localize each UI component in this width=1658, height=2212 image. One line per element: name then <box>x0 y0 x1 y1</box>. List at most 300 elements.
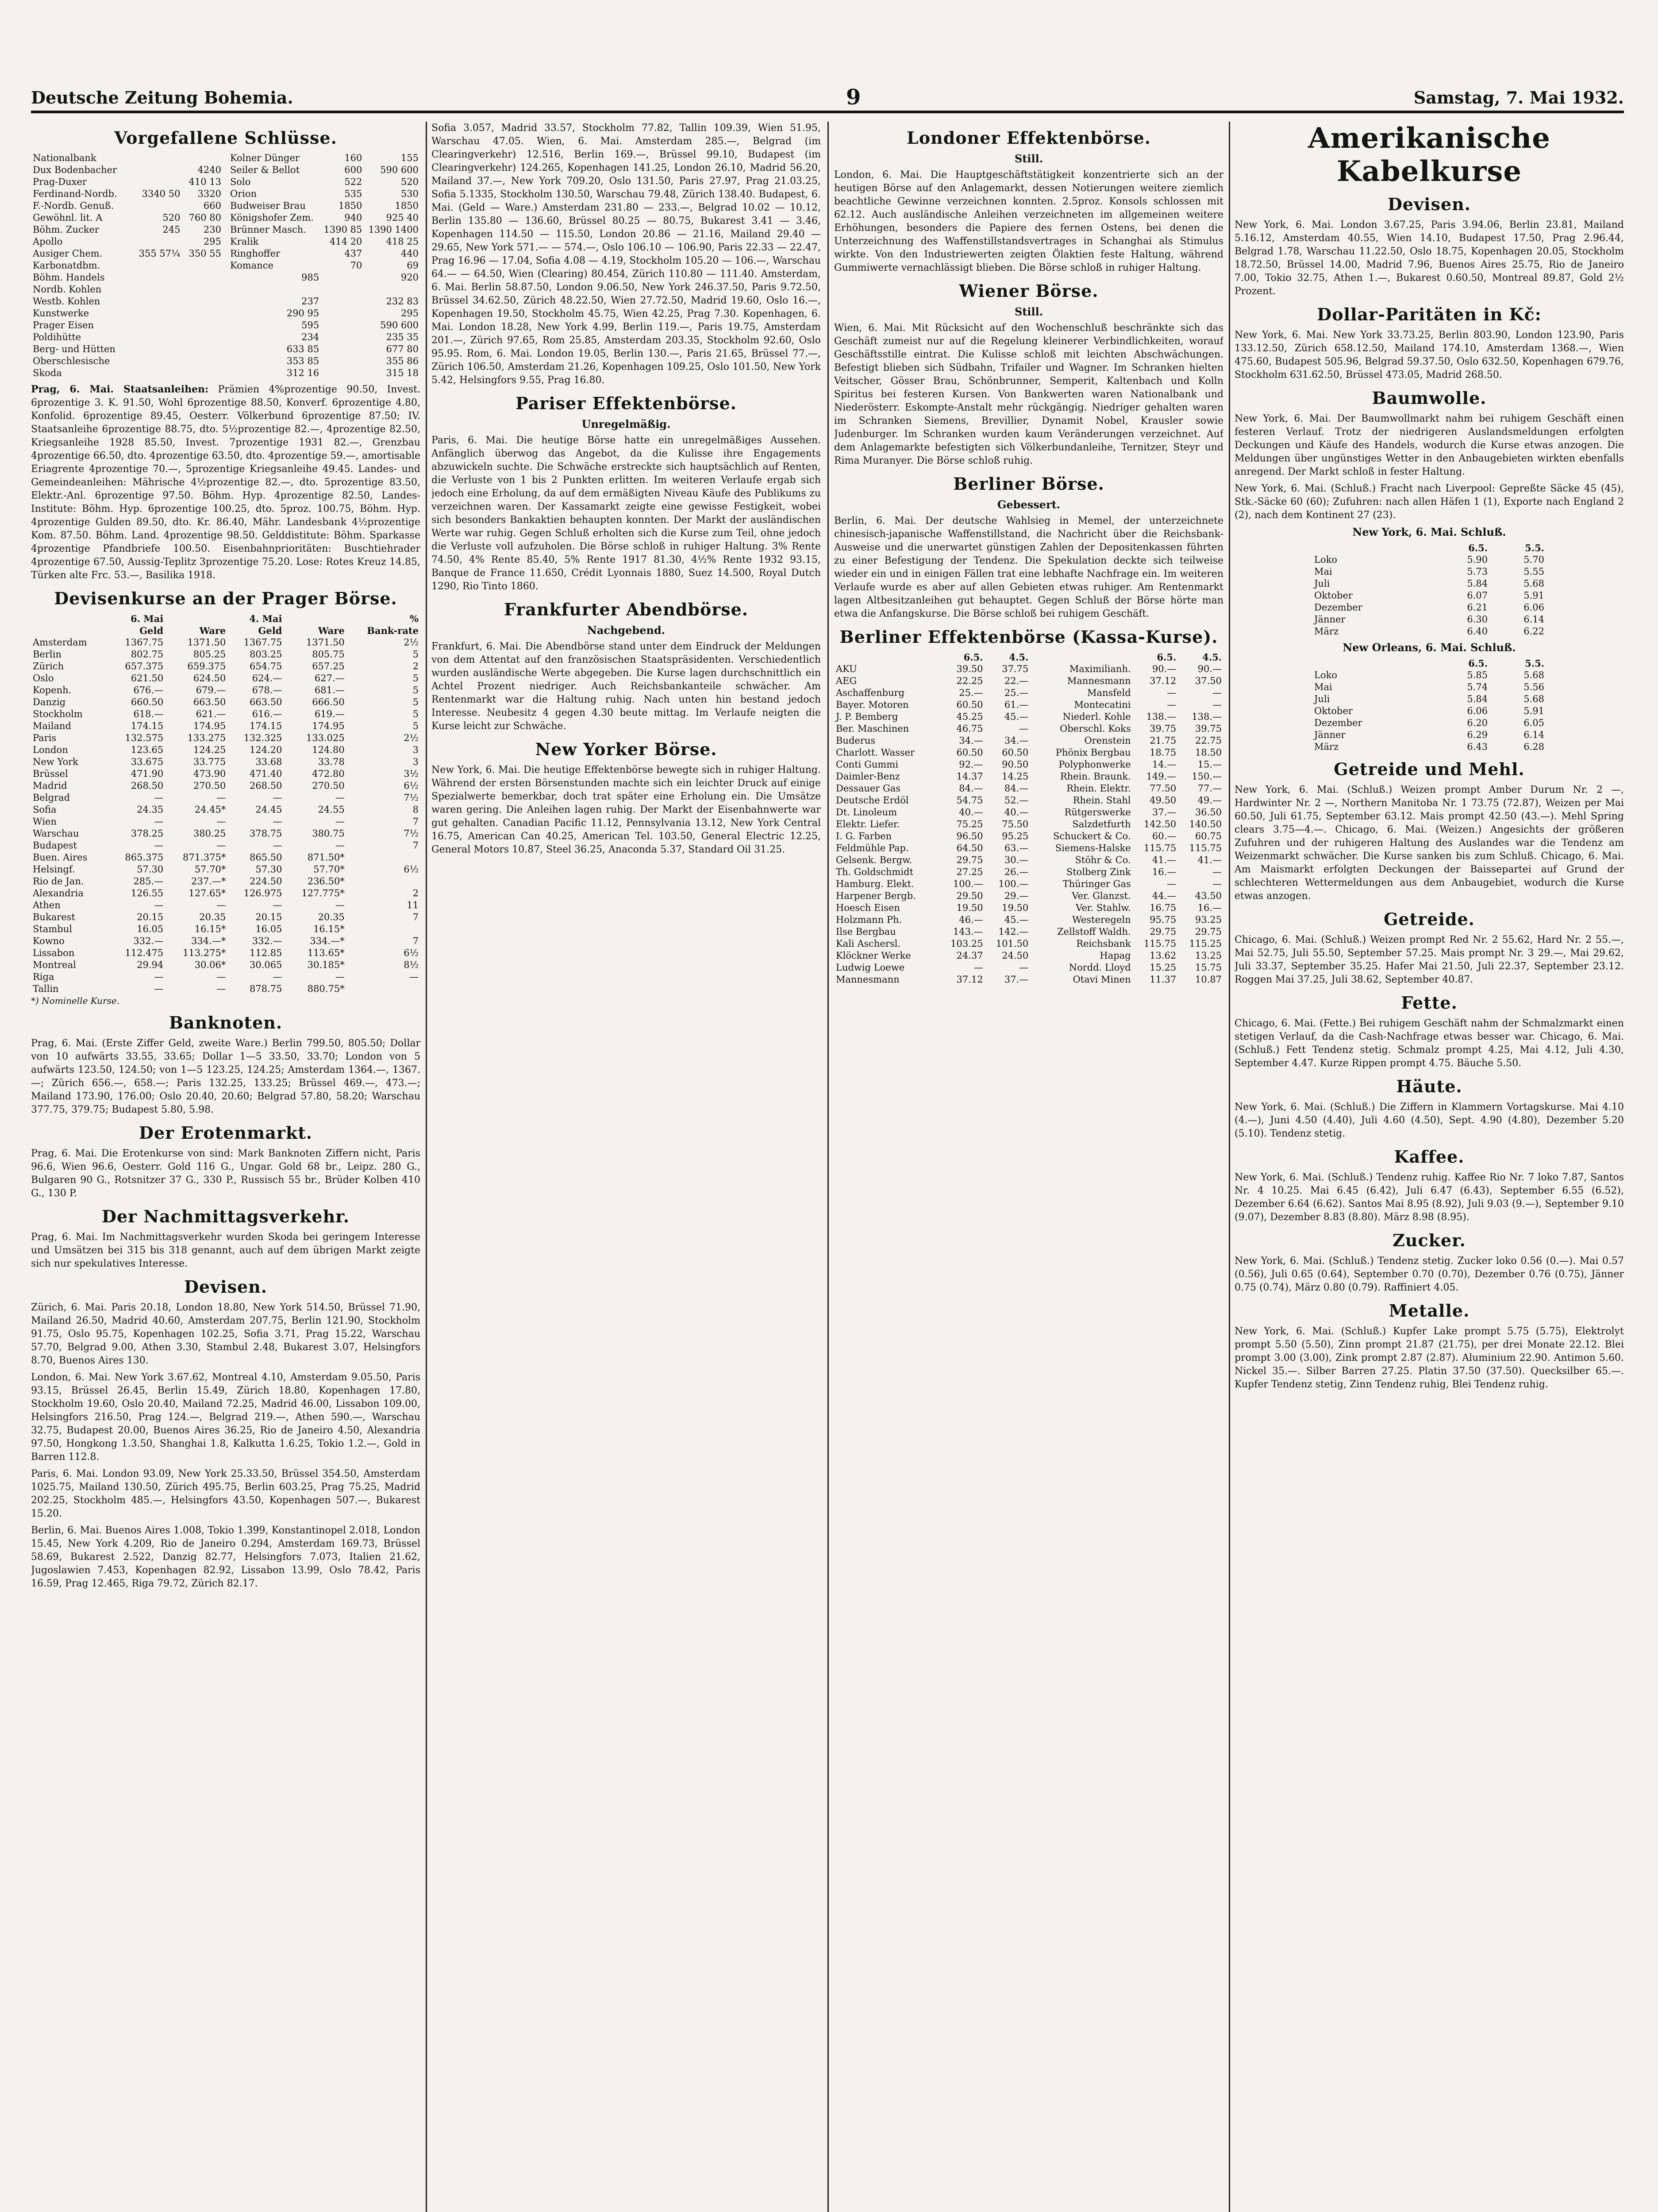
row-label: Wien <box>33 816 57 827</box>
table-row <box>31 637 420 649</box>
table-header-row <box>31 613 420 625</box>
cell-value: 5.90 <box>1467 554 1488 565</box>
cell-value: 232 83 <box>386 296 419 307</box>
cell-value: 24.55 <box>318 804 345 815</box>
devisen-prag-heading: Devisenkurse an der Prager Börse. <box>54 588 397 608</box>
row-label: Böhm. Zucker <box>33 224 99 235</box>
row-label: Montreal <box>33 960 76 970</box>
cell-value: Rhein. Elektr. <box>1066 783 1131 794</box>
row-label: Dezember <box>1314 718 1362 728</box>
cell-value: 5 <box>412 697 419 707</box>
row-label: Böhm. Handels <box>33 272 105 283</box>
table-row <box>1312 614 1546 626</box>
cell-value: 30.06* <box>194 960 226 970</box>
cell-value: 5 <box>412 721 419 731</box>
cell-value: 230 <box>203 224 221 235</box>
banknoten-heading: Banknoten. <box>169 1013 283 1033</box>
devisen-zuerich-text: Zürich, 6. Mai. Paris 20.18, London 18.80, New York 514.50, Brüssel 71.90, Mailand 26.50, Madrid 40.60, Amsterdam 207.75, Berlin 121.90, Stockholm 91.75, Oslo 95.75, Kopenhagen 102.25, Sofia 3.71, Prag 15.22, Warschau 57.70, Belgrad 9.00, Athen 3.30, Stambul 2.48, Bukarest 3.07, Helsingfors 8.70, Buenos Aires 130. <box>31 1302 420 1366</box>
row-label: I. G. Farben <box>836 831 892 841</box>
cell-value: — <box>409 972 419 982</box>
row-label: Daimler-Benz <box>836 771 900 782</box>
cotton-ny-title: New York, 6. Mai. Schluß. <box>1352 526 1506 538</box>
devisen-london-text: London, 6. Mai. New York 3.67.62, Montreal 4.10, Amsterdam 9.05.50, Paris 93.15, Brüssel 26.45, Berlin 15.49, Zürich 18.80, Kopenhagen 17.80, Stockholm 19.60, Oslo 20.40, Mailand 72.25, Madrid 46.00, Lissabon 109.00, Helsingfors 216.50, Prag 124.—, Belgrad 219.—, Athen 590.—, Warschau 32.75, Budapest 20.00, Buenos Aires 36.25, Rio de Janeiro 4.50, Alexandria 97.50, Hongkong 1.3.50, Shanghai 1.8, Kalkutta 1.6.25, Tokio 1.2.—, Gold in Barren 112.8. <box>31 1372 420 1463</box>
cell-value: 13.25 <box>1195 950 1222 961</box>
cell-value: 666.50 <box>312 697 345 707</box>
cell-value: 654.75 <box>250 661 282 672</box>
cell-value: Zellstoff Waldh. <box>1057 926 1131 937</box>
cell-value: 5.85 <box>1467 670 1488 680</box>
cell-value: Oberschl. Koks <box>1060 723 1131 734</box>
row-label: Kali Aschersl. <box>836 938 901 949</box>
cell-value: Schuckert & Co. <box>1053 831 1131 841</box>
cell-value: 34.— <box>959 735 983 746</box>
cell-value: 33.78 <box>318 757 345 767</box>
cell-value: 7 <box>412 912 419 922</box>
cell-value: 126.55 <box>131 888 164 899</box>
cell-value: 124.20 <box>250 745 282 755</box>
cell-value: 36.50 <box>1195 807 1222 818</box>
table-row <box>31 887 420 899</box>
cell-value: 30.— <box>1004 855 1029 865</box>
table-row <box>31 780 420 792</box>
cell-value: 60.50 <box>956 699 983 710</box>
cell-value: 380.25 <box>193 828 226 839</box>
cell-value: 590 600 <box>380 320 419 330</box>
cell-value: Stöhr & Co. <box>1075 855 1131 865</box>
cell-value: 6.20 <box>1467 718 1488 728</box>
cell-value: 77.50 <box>1150 783 1177 794</box>
devisen-prag-table <box>31 613 420 995</box>
cell-value: 332.— <box>133 936 164 946</box>
table-row <box>834 806 1223 818</box>
table-row <box>834 842 1223 854</box>
cell-value: 24.45* <box>194 804 226 815</box>
row-label: Lissabon <box>33 948 75 958</box>
table-row <box>31 696 420 708</box>
fette-heading: Fette. <box>1401 993 1458 1013</box>
cell-value: Orenstein <box>1084 735 1131 746</box>
cell-value: — <box>154 816 164 827</box>
cell-value: Rhein. Braunk. <box>1060 771 1131 782</box>
row-label: Kunstwerke <box>33 308 89 319</box>
cell-value: — <box>273 816 282 827</box>
cell-value: — <box>154 840 164 851</box>
cotton-ny-table <box>1312 542 1546 637</box>
issue-date: Samstag, 7. Mai 1932. <box>1413 87 1624 108</box>
table-row <box>1312 705 1546 717</box>
schluesse-heading: Vorgefallene Schlüsse. <box>114 128 337 148</box>
schluesse-table-left <box>31 152 223 272</box>
table-row <box>834 866 1223 878</box>
row-label: Berg- und Hütten <box>33 344 115 354</box>
cell-value <box>321 284 420 296</box>
chicago-text: Chicago, 6. Mai. (Schluß.) Weizen prompt Red Nr. 2 55.62, Hard Nr. 2 55.—, Mai 52.75, Juli 55.50, September 57.25. Mais prompt Nr. 3 29.—, Mai 29.62, Juli 33.37, September 35.25. Hafer Mai 21.50, Juli 22.37, September 23.12. Roggen Mai 37.25, Juli 38.62, September 40.87. <box>1235 934 1624 985</box>
cell-value: 37.75 <box>1002 664 1029 674</box>
table-row <box>31 792 420 804</box>
cell-value: 30.185* <box>307 960 345 970</box>
cell-value: 1367.75 <box>243 637 282 648</box>
cell-value: Salzdetfurth <box>1072 819 1131 830</box>
cell-value: 6.5. <box>1157 652 1177 663</box>
erotenmarkt-text: Prag, 6. Mai. Die Erotenkurse von sind: Mark Banknoten Ziffern nicht, Paris 96.6, Wien 96.6, Oesterr. Gold 116 G., Ungar. Gold 68 br., Leipz. 280 G., Bulgaren 90 G., Rotsnitzer 37 G., 330 P., Russisch 55 br., Brüder Kolben 410 G., 130 P. <box>31 1148 420 1199</box>
table-row <box>31 307 420 319</box>
row-label: Budapest <box>33 840 77 851</box>
cell-value: 24.45 <box>255 804 282 815</box>
table-row <box>834 795 1223 806</box>
row-label: Conti Gummi <box>836 759 898 770</box>
cell-value: 2 <box>412 661 419 672</box>
cell-value: 760 80 <box>188 212 221 223</box>
cell-value: 100.— <box>953 879 983 889</box>
table-row <box>31 923 420 935</box>
cell-value: 84.— <box>1004 783 1029 794</box>
row-label: Hoesch Eisen <box>836 902 900 913</box>
berlin-heading: Berliner Börse. <box>953 474 1104 494</box>
cell-value: 140.50 <box>1189 819 1222 830</box>
cell-value: 43.50 <box>1195 891 1222 901</box>
row-label: Ber. Maschinen <box>836 723 909 734</box>
row-label: Gelsenk. Bergw. <box>836 855 912 865</box>
cell-value: 44.— <box>1152 891 1177 901</box>
row-label: Warschau <box>33 828 79 839</box>
cell-value: 16.— <box>1152 867 1177 877</box>
cell-value: 7 <box>412 840 419 851</box>
row-label <box>834 651 939 663</box>
row-label: Mai <box>1314 566 1332 577</box>
cell-value: 96.50 <box>956 831 983 841</box>
cell-value: 6.14 <box>1523 614 1544 625</box>
cell-value: 6.40 <box>1467 626 1488 637</box>
cell-value: — <box>273 972 282 982</box>
cell-value: — <box>154 900 164 910</box>
cell-value: 75.25 <box>956 819 983 830</box>
cell-value: 6½ <box>404 948 419 958</box>
table-row <box>1312 554 1546 566</box>
cell-value: — <box>216 972 226 982</box>
table-row <box>834 783 1223 795</box>
cell-value: 2½ <box>404 733 419 743</box>
cell-value: 123.65 <box>131 745 164 755</box>
cell-value: 61.— <box>1004 699 1029 710</box>
row-label: Juli <box>1314 694 1330 704</box>
cell-value: 410 13 <box>188 177 221 187</box>
table-row <box>31 947 420 959</box>
table-row <box>834 938 1223 950</box>
cell-value: 5 <box>412 709 419 719</box>
table-row <box>834 974 1223 986</box>
cell-value: 20.35 <box>199 912 226 922</box>
cell-value: 315 18 <box>386 368 419 378</box>
cell-value: 878.75 <box>250 983 282 994</box>
row-label: Ilse Bergbau <box>836 926 896 937</box>
table-row <box>31 649 420 661</box>
kabel-devisen-heading: Devisen. <box>1387 194 1471 214</box>
row-label: Hamburg. Elekt. <box>836 879 914 889</box>
table-row <box>1312 729 1546 741</box>
cell-value: 16.05 <box>137 924 164 934</box>
row-label: Berlin <box>33 649 62 660</box>
table-row <box>1312 578 1546 590</box>
table-row <box>31 732 420 744</box>
cell-value: 5.68 <box>1523 578 1544 589</box>
row-label: New York <box>33 757 78 767</box>
cell-value: 37.— <box>1152 807 1177 818</box>
liverpool-text: New York, 6. Mai. (Schluß.) Fracht nach Liverpool: Gepreßte Säcke 45 (45), Stk.-Säcke 60 (60); Zufuhren: nach allen Häfen 1 (1), Exporte nach England 2 (2), nach dem Kontinent 27 (23). <box>1235 483 1624 521</box>
cell-value: 19.50 <box>956 902 983 913</box>
cell-value: 133.025 <box>306 733 345 743</box>
row-label: Seiler & Bellot <box>230 165 300 175</box>
cell-value: 127.65* <box>188 888 226 899</box>
table-row <box>31 816 420 828</box>
cell-value: 5 <box>412 685 419 695</box>
cell-value: % <box>410 613 419 624</box>
cell-value: 115.25 <box>1189 938 1222 949</box>
cell-value: 24.37 <box>956 950 983 961</box>
cell-value: 6.06 <box>1523 602 1544 613</box>
cell-value: 5.56 <box>1523 682 1544 692</box>
row-label: Brüssel <box>33 768 68 779</box>
cell-value: 925 40 <box>386 212 419 223</box>
cell-value: 520 <box>162 212 181 223</box>
table-row <box>834 663 1223 675</box>
cell-value: Geld <box>258 625 282 636</box>
row-label: Mannesmann <box>836 974 900 985</box>
cell-value: 2 <box>412 888 419 899</box>
cell-value: 621.— <box>196 709 226 719</box>
cell-value: 34.— <box>1004 735 1029 746</box>
table-row <box>834 675 1223 687</box>
table-row <box>834 735 1223 747</box>
cell-value: Rhein. Stahl <box>1073 795 1131 806</box>
cell-value: 440 <box>400 248 419 259</box>
cell-value: 6.21 <box>1467 602 1488 613</box>
zucker-heading: Zucker. <box>1393 1230 1466 1250</box>
cell-value: 6. Mai <box>131 613 164 624</box>
row-label <box>1312 542 1433 554</box>
cell-value: 40.— <box>959 807 983 818</box>
row-label: Juli <box>1314 578 1330 589</box>
table-row <box>228 152 420 164</box>
row-label: Oktober <box>1314 590 1353 601</box>
cell-value: 14.25 <box>1002 771 1029 782</box>
cell-value: 5.5. <box>1525 658 1544 669</box>
newyork-text: New York, 6. Mai. Die heutige Effektenbörse bewegte sich in ruhiger Haltung. Während der ersten Börsenstunden machte sich ein leichter Druck auf einige Spezialwerte bemerkbar, doch trat später eine Erholung ein. Die Umsätze waren gering. Die Anleihen lagen ruhig. Der Markt der Eisenbahnwerte war gut gehalten. Canadian Pacific 11.12, Pennsylvania 13.12, New York Central 16.75, American Can 40.25, American Tel. 103.50, General Electric 12.25, General Motors 10.87, Steel 36.25, Anaconda 5.37, Standard Oil 31.25. <box>431 764 821 855</box>
cell-value: 378.75 <box>250 828 282 839</box>
cell-value: Westeregeln <box>1072 914 1131 925</box>
metalle-text: New York, 6. Mai. (Schluß.) Kupfer Lake prompt 5.75 (5.75), Elektrolyt prompt 5.50 (5.50), Zinn prompt 21.87 (21.75), per drei Monate 22.12. Blei prompt 3.00 (3.00), Zink prompt 2.87 (2.87). Aluminium 22.90. Antimon 5.60. Nickel 35.—. Silber Barren 27.25. Platin 37.50 (37.50). Quecksilber 65.—. Kupfer Tendenz stetig, Zinn Tendenz ruhig, Blei Tendenz ruhig. <box>1235 1326 1624 1390</box>
table-row <box>31 852 420 864</box>
schluesse-table-right <box>31 272 420 379</box>
row-label: Jänner <box>1314 614 1346 625</box>
cell-value <box>182 260 223 272</box>
row-label: Helsingf. <box>33 864 75 875</box>
row-label: Apollo <box>33 236 63 247</box>
cell-value: 16.15* <box>194 924 226 934</box>
table-row <box>1312 590 1546 602</box>
row-label: Tallin <box>33 983 59 994</box>
cell-value: 880.75* <box>307 983 345 994</box>
frankfurt-text: Frankfurt, 6. Mai. Die Abendbörse stand unter dem Eindruck der Meldungen von dem Attentat auf den französischen Staatspräsidenten. Verschiedentlich wurden ausländische Werte abgegeben. Die Kurse lagen durchschnittlich ein Achtel Prozent niedriger. Auch Reichsbankanteile schwächer. Am Rentenmarkt war die Haltung ruhig. Nach unten hin bestand jedoch Interesse. Neubesitz 4 gegen 4.30 beute mittag. Im Verlaufe neigten die Kurse leicht zur Schwäche. <box>431 641 821 732</box>
cell-value: 679.— <box>196 685 226 695</box>
row-label: Kowno <box>33 936 65 946</box>
cell-value: 6.5. <box>963 652 983 663</box>
table-row <box>31 768 420 780</box>
row-label: Gewöhnl. lit. A <box>33 212 103 223</box>
cell-value: 13.62 <box>1150 950 1177 961</box>
table-row <box>834 711 1223 723</box>
table-row <box>31 272 420 284</box>
table-row <box>228 164 420 176</box>
cell-value: 522 <box>344 177 362 187</box>
cell-value: 149.— <box>1146 771 1177 782</box>
cell-value: Ware <box>199 625 226 636</box>
cell-value: 5 <box>412 673 419 684</box>
table-row <box>31 744 420 756</box>
cell-value: 657.25 <box>312 661 345 672</box>
cell-value: 234 <box>301 332 319 342</box>
cell-value: — <box>335 792 345 803</box>
cell-value: 60.— <box>1152 831 1177 841</box>
cell-value: 985 <box>301 272 319 283</box>
cell-value: 1371.50 <box>306 637 345 648</box>
cell-value: Rütgerswerke <box>1064 807 1131 818</box>
cell-value: 663.50 <box>250 697 282 707</box>
cell-value: 41.— <box>1197 855 1222 865</box>
cell-value: 530 <box>400 188 419 199</box>
table-row <box>31 983 420 995</box>
table-header-row <box>834 651 1223 663</box>
cell-value: 3340 50 <box>142 188 181 199</box>
table-row <box>1312 626 1546 637</box>
cell-value: 25.— <box>959 687 983 698</box>
table-row <box>834 687 1223 699</box>
row-label: Bayer. Motoren <box>836 699 909 710</box>
cell-value: — <box>973 962 983 973</box>
cell-value: 1850 <box>338 200 362 211</box>
kaffee-text: New York, 6. Mai. (Schluß.) Tendenz ruhig. Kaffee Rio Nr. 7 loko 7.87, Santos Nr. 4 10.25. Mai 6.45 (6.42), Juli 6.47 (6.43), September 6.55 (6.52), Dezember 6.64 (6.62). Santos Mai 8.95 (8.92), Juli 9.03 (9.—), September 9.10 (9.07), Dezember 8.83 (8.80). März 8.98 (8.95). <box>1235 1172 1624 1223</box>
row-label: F.-Nordb. Genuß. <box>33 200 114 211</box>
cell-value: 33.675 <box>131 757 164 767</box>
cell-value: 3320 <box>197 188 221 199</box>
cell-value: 95.75 <box>1150 914 1177 925</box>
cell-value: Ware <box>318 625 345 636</box>
cell-value: 618.— <box>133 709 164 719</box>
row-label: Dezember <box>1314 602 1362 613</box>
cell-value: 6.43 <box>1467 741 1488 752</box>
table-row <box>228 260 420 272</box>
cell-value: 268.50 <box>131 780 164 791</box>
table-row <box>31 864 420 876</box>
cell-value: 660 <box>203 200 221 211</box>
row-label <box>31 613 109 625</box>
cell-value: 270.50 <box>193 780 226 791</box>
row-label: Amsterdam <box>33 637 87 648</box>
cell-value: 332.— <box>252 936 282 946</box>
kabelkurse-heading: Amerikanische Kabelkurse <box>1308 122 1551 188</box>
cell-value: — <box>1167 687 1177 698</box>
row-label: Buen. Aires <box>33 852 88 863</box>
cell-value: 6.5. <box>1468 658 1488 669</box>
cell-value: 802.75 <box>131 649 164 660</box>
cell-value: 63.— <box>1004 843 1029 853</box>
cell-value: 350 55 <box>188 248 221 259</box>
cell-value: 5.73 <box>1467 566 1488 577</box>
cell-value <box>346 876 420 887</box>
cell-value: 69 <box>407 260 419 271</box>
column-rule <box>426 122 427 2212</box>
cell-value: — <box>273 792 282 803</box>
table-row <box>834 759 1223 771</box>
table-row <box>31 672 420 684</box>
cell-value: 132.575 <box>125 733 164 743</box>
cell-value: 380.75 <box>312 828 345 839</box>
table-row <box>1312 669 1546 681</box>
cell-value: 150.— <box>1192 771 1222 782</box>
cell-value: 126.975 <box>243 888 282 899</box>
table-row <box>31 911 420 923</box>
cell-value: 20.15 <box>255 912 282 922</box>
table-row <box>228 236 420 248</box>
row-label: Loko <box>1314 554 1337 565</box>
table-row <box>834 950 1223 962</box>
cell-value: 590 600 <box>380 165 419 175</box>
cell-value: 353 85 <box>286 356 319 366</box>
metalle-heading: Metalle. <box>1389 1301 1470 1321</box>
table-header-row <box>31 625 420 637</box>
cell-value: 57.70* <box>194 864 226 875</box>
kaffee-heading: Kaffee. <box>1394 1147 1465 1167</box>
cell-value: — <box>1212 687 1222 698</box>
column-2 <box>431 122 821 2212</box>
cell-value: 5.68 <box>1523 694 1544 704</box>
cell-value: 1367.75 <box>125 637 164 648</box>
table-row <box>834 747 1223 759</box>
cell-value: 355 86 <box>386 356 419 366</box>
cell-value: 285.— <box>133 876 164 887</box>
row-label: Oberschlesische <box>33 356 110 366</box>
table-row <box>31 756 420 768</box>
cell-value: 5.70 <box>1523 554 1544 565</box>
cell-value: 4240 <box>197 165 221 175</box>
cell-value: 5.55 <box>1523 566 1544 577</box>
column-4 <box>1235 122 1624 2212</box>
table-row <box>1312 566 1546 578</box>
cell-value: 11 <box>407 900 419 910</box>
devisen-continued-text: Sofia 3.057, Madrid 33.57, Stockholm 77.82, Tallin 109.39, Wien 51.95, Warschau 47.05. Wien, 6. Mai. Amsterdam 285.—, Belgrad (im Clearingverkehr) 12.516, Berlin 169.—, Brüssel 99.10, Budapest (im Clearingverkehr) 124.265, Kopenhagen 141.25, London 26.10, Madrid 56.20, Mailand 37.—, New York 709.20, Oslo 131.50, Paris 27.97, Prag 21.03.25, Sofia 5.1335, Stockholm 130.50, Warschau 79.48, Zürich 138.40. Budapest, 6. Mai. (Geld — Ware.) Amsterdam 231.80 — 233.—, Belgrad 10.02 — 10.12, Berlin 135.80 — 136.60, Brüssel 80.25 — 80.75, Bukarest 3.41 — 3.46, Kopenhagen 114.50 — 115.50, London 20.86 — 21.16, Mailand 29.40 — 29.65, New York 571.— — 574.—, Oslo 106.10 — 106.90, Paris 22.33 — 22.47, Prag 16.96 — 17.04, Sofia 4.08 — 4.19, Stockholm 105.20 — 106.—, Warschau 64.— — 64.50, Wien (Clearing) 80.454, Zürich 110.80 — 111.40. Amsterdam, 6. Mai. Berlin 58.87.50, London 9.06.50, New York 246.37.50, Paris 9.72.50, Brüssel 34.62.50, Zürich 48.22.50, Wien 27.72.50, Madrid 19.60, Oslo 16.—, Kopenhagen 19.50, Stockholm 45.75, Wien 42.25, Prag 7.30. Kopenhagen, 6. Mai. London 18.28, New York 4.99, Berlin 119.—, Paris 19.75, Amsterdam 201.—, Zürich 97.65, Rom 25.85, Amsterdam 203.35, Stockholm 92.60, Oslo 95.95. Rom, 6. Mai. London 19.05, Berlin 130.—, Paris 21.65, Brüssel 77.—, Zürich 106.50, Amsterdam 21.26, Kopenhagen 109.25, Oslo 101.50, New York 5.42, Helsingfors 9.55, Prag 16.80. <box>431 123 821 386</box>
column-3 <box>834 122 1223 2212</box>
cell-value: 334.—* <box>310 936 345 946</box>
cell-value: 45.25 <box>956 711 983 722</box>
cell-value: 26.— <box>1004 867 1029 877</box>
cell-value <box>165 613 227 625</box>
cell-value: Mansfeld <box>1087 687 1131 698</box>
cell-value: 115.75 <box>1143 938 1177 949</box>
cell-value: 871.50* <box>307 852 345 863</box>
table-row <box>31 899 420 911</box>
table-row <box>31 343 420 355</box>
cell-value: 245 <box>162 224 181 235</box>
cell-value: 235 35 <box>386 332 419 342</box>
cell-value: 75.50 <box>1002 819 1029 830</box>
cell-value: Phönix Bergbau <box>1055 747 1131 758</box>
table-row <box>834 926 1223 938</box>
column-1 <box>31 122 420 2212</box>
cell-value: Ver. Stahlw. <box>1076 902 1131 913</box>
cell-value: 805.25 <box>193 649 226 660</box>
paris-subheading: Unregelmäßig. <box>581 418 671 430</box>
cell-value: 5 <box>412 649 419 660</box>
row-label: Bukarest <box>33 912 75 922</box>
